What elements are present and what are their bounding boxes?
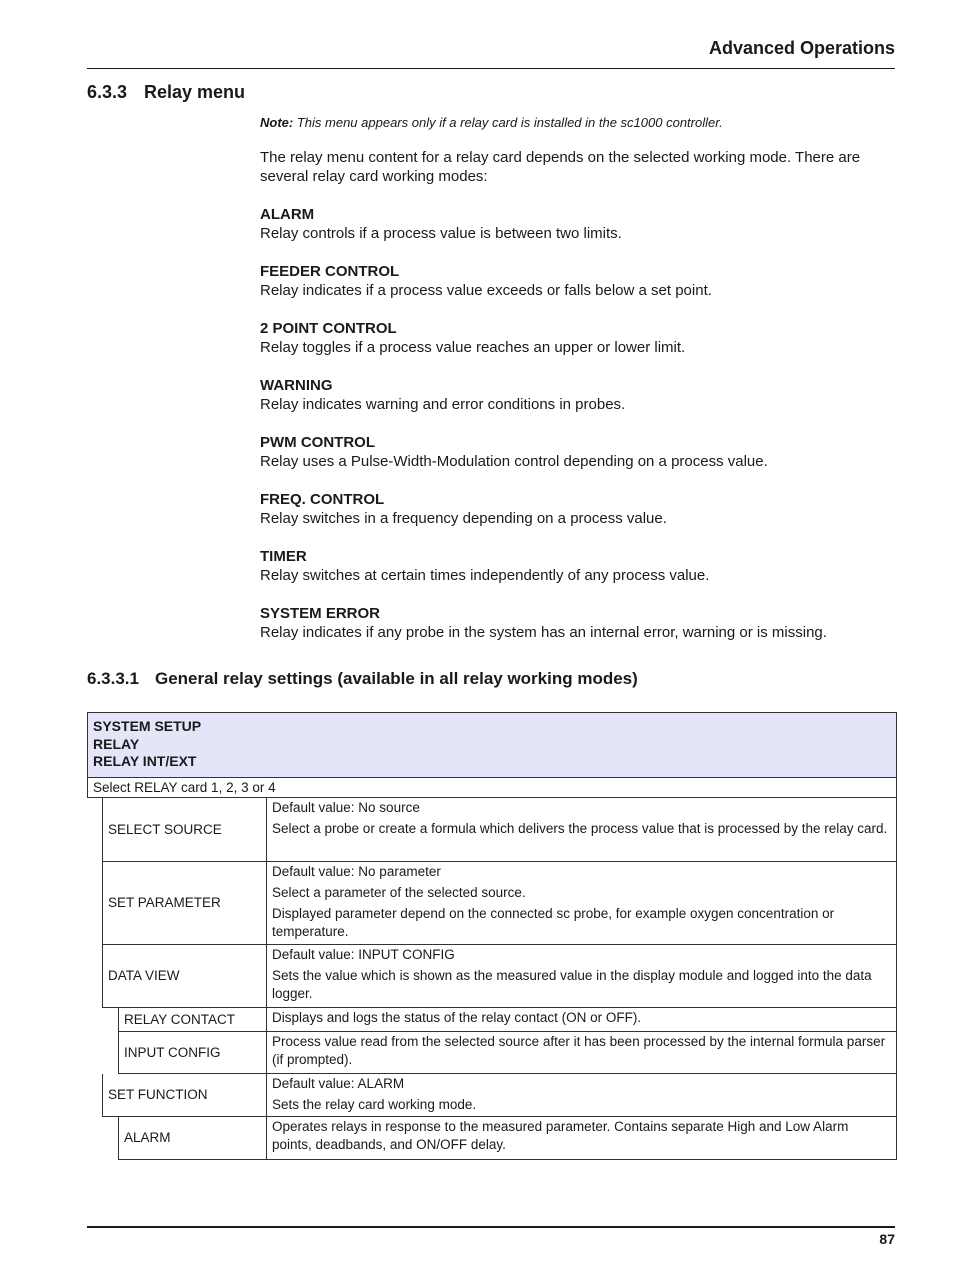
mode-item: [260, 604, 890, 642]
relay-menu-table: [87, 712, 897, 1160]
description-line: Operates relays in response to the measured parameter. Contains separate High and Low Alarm points, deadbands, and ON/OFF delay.: [272, 1119, 849, 1152]
mode-description: Relay switches at certain times independently of any process value.: [260, 567, 710, 584]
menu-path-item: SYSTEM SETUP: [93, 718, 202, 734]
mode-name: ALARM: [260, 206, 315, 223]
description-line: Default value: INPUT CONFIG: [272, 947, 455, 962]
setting-description: [267, 945, 896, 1007]
table-row: [118, 1032, 897, 1074]
section-heading: [87, 82, 245, 103]
setting-description: [267, 1032, 896, 1073]
mode-description: Relay indicates if a process value exceeds or falls below a set point.: [260, 282, 712, 299]
subsection-number: 6.3.3.1: [87, 669, 139, 688]
mode-item: [260, 490, 890, 528]
setting-description: [267, 862, 896, 944]
mode-name: 2 POINT CONTROL: [260, 320, 397, 337]
mode-name: FREQ. CONTROL: [260, 491, 385, 508]
table-row: [118, 1008, 897, 1032]
description-line: Default value: ALARM: [272, 1076, 405, 1091]
mode-description: Relay indicates warning and error conditions in probes.: [260, 396, 626, 413]
description-line: Select a parameter of the selected source.: [272, 885, 526, 900]
mode-name: SYSTEM ERROR: [260, 605, 381, 622]
page-number: 87: [879, 1231, 895, 1247]
setting-description: [267, 1117, 896, 1159]
section-number: 6.3.3: [87, 82, 128, 102]
mode-name: WARNING: [260, 377, 333, 394]
section-title: Relay menu: [144, 82, 246, 102]
mode-description: Relay switches in a frequency depending on a process value.: [260, 510, 667, 527]
note: [260, 115, 890, 131]
select-card-row: Select RELAY card 1, 2, 3 or 4: [87, 778, 897, 798]
mode-name: TIMER: [260, 548, 307, 565]
setting-name: ALARM: [119, 1117, 267, 1159]
setting-description: [267, 798, 896, 861]
table-row: [102, 798, 897, 862]
intro-paragraph: The relay menu content for a relay card depends on the selected working mode. There are several relay card working modes:: [260, 149, 861, 185]
mode-name: PWM CONTROL: [260, 434, 375, 451]
setting-description: [267, 1008, 896, 1031]
mode-description: Relay indicates if any probe in the system has an internal error, warning or is missing.: [260, 624, 827, 641]
mode-description: Relay toggles if a process value reaches an upper or lower limit.: [260, 339, 686, 356]
description-line: Displays and logs the status of the relay contact (ON or OFF).: [272, 1010, 642, 1025]
page-footer: [87, 1226, 895, 1247]
mode-description: Relay controls if a process value is between two limits.: [260, 225, 622, 242]
body-column: [260, 115, 890, 661]
description-line: Default value: No source: [272, 800, 420, 815]
table-row: [118, 1117, 897, 1160]
header-title: Advanced Operations: [708, 38, 895, 58]
description-line: Sets the value which is shown as the measured value in the display module and logged into the data logger.: [272, 968, 872, 1001]
note-label: Note:: [260, 115, 294, 130]
setting-name: SET FUNCTION: [103, 1074, 267, 1116]
mode-item: [260, 262, 890, 300]
setting-name: DATA VIEW: [103, 945, 267, 1007]
setting-description: [267, 1074, 896, 1116]
mode-item: [260, 319, 890, 357]
menu-path-item: RELAY: [93, 735, 140, 752]
page-header: [87, 38, 895, 69]
description-line: Displayed parameter depend on the connected sc probe, for example oxygen concentration or temperature.: [272, 906, 835, 939]
setting-name: INPUT CONFIG: [119, 1032, 267, 1073]
mode-item: [260, 547, 890, 585]
description-line: Default value: No parameter: [272, 864, 441, 879]
subsection-heading: [87, 669, 638, 689]
menu-path-item: RELAY INT/EXT: [93, 753, 197, 769]
mode-name: FEEDER CONTROL: [260, 263, 400, 280]
setting-name: SELECT SOURCE: [103, 798, 267, 861]
mode-description: Relay uses a Pulse-Width-Modulation control depending on a process value.: [260, 453, 768, 470]
mode-item: [260, 205, 890, 243]
setting-name: RELAY CONTACT: [119, 1008, 267, 1031]
table-row: [102, 862, 897, 945]
table-row: [102, 945, 897, 1008]
subsection-title: General relay settings (available in all relay working modes): [155, 669, 638, 688]
description-line: Process value read from the selected source after it has been processed by the internal formula parser (if prompted).: [272, 1034, 886, 1067]
mode-item: [260, 433, 890, 471]
setting-name: SET PARAMETER: [103, 862, 267, 944]
description-line: Select a probe or create a formula which delivers the process value that is processed by the relay card.: [272, 821, 888, 836]
description-line: Sets the relay card working mode.: [272, 1097, 477, 1112]
mode-item: [260, 376, 890, 414]
note-text: This menu appears only if a relay card is installed in the sc1000 controller.: [296, 115, 723, 130]
table-row: [102, 1074, 897, 1117]
menu-path-header: [87, 712, 897, 778]
